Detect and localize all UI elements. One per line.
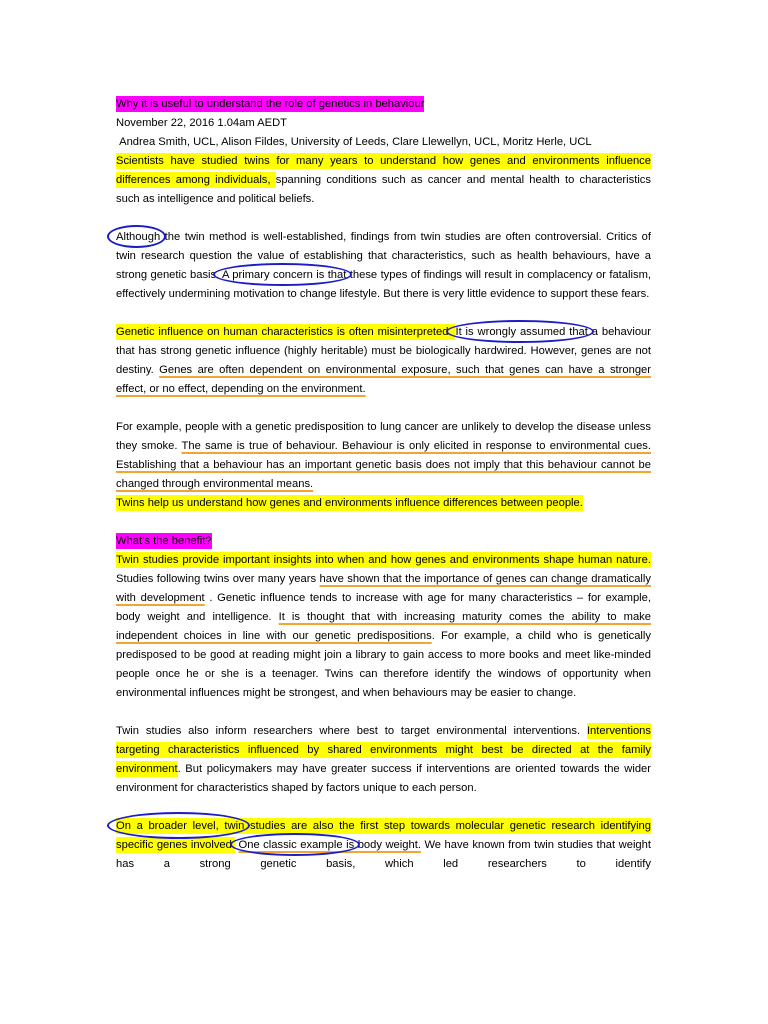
body-text: . For example, a child who is genetically predisposed to be good at reading might join a library to gain access to more books and meet like-minded people once he or she is a teenager. Twins can therefore identify the windows of opportunity when environmental influences might be strongest, and when behaviours may be easier to change. bbox=[116, 630, 651, 699]
body-text: Studies following twins over many years bbox=[116, 573, 320, 585]
paragraph-interventions bbox=[116, 722, 651, 798]
highlighted-text: Scientists have studied twins for many years to understand how genes and environments influence differences among individuals, bbox=[116, 155, 651, 186]
body-text: We have known from twin studies that weight has a strong genetic basis, which led researchers to identify bbox=[116, 839, 651, 870]
section-heading-line bbox=[116, 532, 651, 551]
paragraph-intro bbox=[116, 152, 651, 209]
circled-phrase: One classic example is bbox=[238, 839, 355, 851]
body-text: these types of findings will result in complacency or fatalism, effectively undermining motivation to change lifestyle. But there is very little evidence to support these fears. bbox=[116, 269, 651, 300]
publication-date: November 22, 2016 1.04am AEDT bbox=[116, 117, 288, 129]
underlined-text: The same is true of behaviour. Behaviour is only elicited in response to environmental cues. Establishing that a behaviour has an important genetic basis does not imply that this behaviour cannot be changed through environmental means. bbox=[116, 440, 651, 490]
article-title: Why it is useful to understand the role of genetics in behaviour bbox=[116, 98, 425, 110]
paragraph-controversy bbox=[116, 228, 651, 304]
body-text: spanning conditions such as cancer and mental health to characteristics such as intelligence and political beliefs. bbox=[116, 174, 651, 205]
author-line: Andrea Smith, UCL, Alison Fildes, University of Leeds, Clare Llewellyn, UCL, Moritz Herle, UCL bbox=[116, 136, 592, 148]
underlined-text: have shown that the importance of genes can change dramatically with development bbox=[116, 573, 651, 604]
body-text bbox=[235, 839, 239, 851]
paragraph-misinterpretation bbox=[116, 323, 651, 399]
circled-phrase: It is wrongly assumed that bbox=[455, 326, 588, 338]
document-page bbox=[116, 95, 651, 874]
highlighted-text: Twin studies provide important insights into when and how genes and environments shape human nature. bbox=[116, 554, 651, 566]
section-heading: What’s the benefit? bbox=[116, 535, 212, 547]
body-text: . Genetic influence tends to increase with age for many characteristics – for example, body weight and intelligence. bbox=[116, 592, 651, 623]
paragraph-benefit bbox=[116, 551, 651, 703]
body-text: Twin studies also inform researchers where best to target environmental interventions. bbox=[116, 725, 587, 737]
paragraph-molecular-research bbox=[116, 817, 651, 874]
highlighted-text: Twins help us understand how genes and environments influence differences between people. bbox=[116, 497, 583, 509]
title-line bbox=[116, 95, 651, 114]
body-text: the twin method is well-established, findings from twin studies are often controversial. Critics of twin research question the value of establishing that characteristics, such as health behaviours, have a strong genetic basis. bbox=[116, 231, 651, 281]
paragraph-example bbox=[116, 418, 651, 494]
highlighted-text: studies are also the first step towards molecular genetic research identifying specific genes involved. bbox=[116, 820, 651, 851]
underlined-text: body weight. bbox=[354, 839, 421, 851]
circled-phrase: Although bbox=[116, 231, 161, 243]
circled-phrase: On a broader level, twin bbox=[116, 820, 245, 832]
body-text: . But policymakers may have greater success if interventions are oriented towards the wider environment for characteristics shaped by factors unique to each person. bbox=[116, 763, 651, 794]
circled-phrase: A primary concern is that bbox=[222, 269, 347, 281]
body-text: a behaviour that has strong genetic influence (highly heritable) must be biologically hardwired. However, genes are not destiny. bbox=[116, 326, 652, 376]
underlined-text: Genes are often dependent on environmental exposure, such that genes can have a stronger effect, or no effect, depending on the environment. bbox=[116, 364, 651, 395]
paragraph-twins-help bbox=[116, 494, 651, 513]
body-text: For example, people with a genetic predisposition to lung cancer are unlikely to develop the disease unless they smoke. bbox=[116, 421, 651, 452]
highlighted-text: Genetic influence on human characteristics is often misinterpreted. bbox=[116, 326, 456, 338]
highlighted-text: Interventions targeting characteristics influenced by shared environments might best be directed at the family environment bbox=[116, 725, 651, 775]
underlined-text: It is thought that with increasing maturity comes the ability to make independent choices in line with our genetic predispositions bbox=[116, 611, 651, 642]
